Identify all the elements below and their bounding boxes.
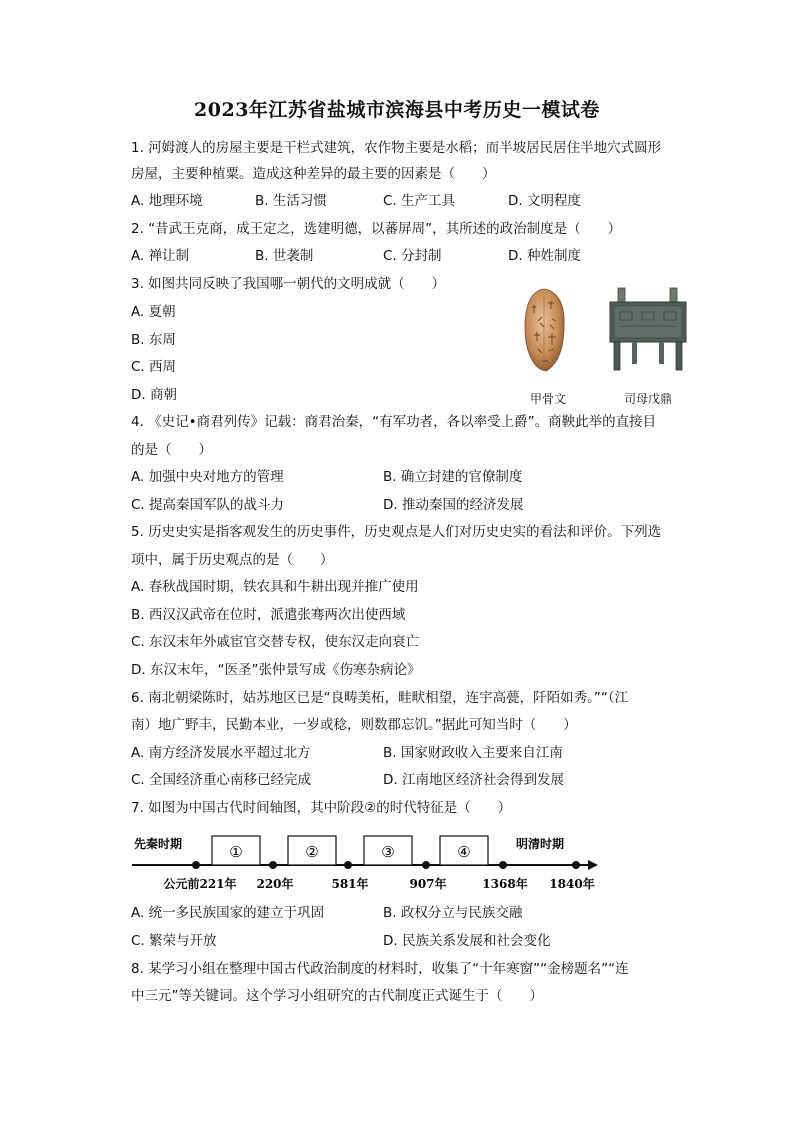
q6-stem-line1: 6. 南北朝梁陈时，姑苏地区已是“良畴美柘，畦畎相望，连宇高甍，阡陌如秀。”“（江 xyxy=(131,690,629,706)
q3-stem: 3. 如图共同反映了我国哪一朝代的文明成就（ ） xyxy=(131,276,446,292)
q6-stem-line2: 南）地广野丰，民勤本业，一岁或稔，则数郡忘饥。”据此可知当时（ ） xyxy=(131,717,577,733)
q3-option-a: A. 夏朝 xyxy=(131,304,176,320)
timeline-dot-5 xyxy=(499,861,507,869)
q3-option-c: C. 西周 xyxy=(131,359,177,375)
q7-option-a: A. 统一多民族国家的建立于巩固 xyxy=(131,905,325,921)
q2-option-d: D. 种姓制度 xyxy=(508,248,581,264)
oracle-bone-caption: 甲骨文 xyxy=(530,392,567,406)
timeline-tick-5: 1368年 xyxy=(482,877,528,891)
q4-option-b: B. 确立封建的官僚制度 xyxy=(383,469,523,485)
q6-option-c: C. 全国经济重心南移已经完成 xyxy=(131,772,312,788)
timeline-dot-4 xyxy=(422,861,430,869)
q7-stem: 7. 如图为中国古代时间轴图，其中阶段②的时代特征是（ ） xyxy=(131,800,512,816)
timeline-dot-2 xyxy=(269,861,277,869)
q4-option-d: D. 推动秦国的经济发展 xyxy=(383,497,524,513)
simuwu-ding-image xyxy=(604,286,692,374)
q5-option-d: D. 东汉末年，“医圣”张仲景写成《伤寒杂病论》 xyxy=(131,662,421,678)
q4-option-c: C. 提高秦国军队的战斗力 xyxy=(131,497,285,513)
timeline-stage-3: ③ xyxy=(381,843,395,861)
q1-option-d: D. 文明程度 xyxy=(508,193,581,209)
timeline-tick-2: 220年 xyxy=(256,877,294,891)
timeline-tick-3: 581年 xyxy=(331,877,369,891)
history-timeline xyxy=(128,828,598,896)
q1-option-b: B. 生活习惯 xyxy=(255,193,327,209)
oracle-bone-image xyxy=(522,287,566,373)
q1-stem-line2: 房屋，主要种植粟。造成这种差异的最主要的因素是（ ） xyxy=(131,166,496,182)
q4-stem-line1: 4. 《史记•商君列传》记载：商君治秦，“有军功者，各以率受上爵”。商鞅此举的直接目 xyxy=(131,414,657,430)
timeline-stage-2: ② xyxy=(305,843,319,861)
ding-caption: 司母戊鼎 xyxy=(624,392,673,406)
timeline-tick-6: 1840年 xyxy=(549,877,595,891)
timeline-stage-1: ① xyxy=(229,843,243,861)
timeline-dot-6 xyxy=(572,861,580,869)
timeline-stage-4: ④ xyxy=(457,843,471,861)
q5-option-a: A. 春秋战国时期，铁农具和牛耕出现并推广使用 xyxy=(131,579,419,595)
q6-option-a: A. 南方经济发展水平超过北方 xyxy=(131,745,311,761)
q5-stem-line2: 项中，属于历史观点的是（ ） xyxy=(131,552,334,568)
q2-stem: 2. “昔武王克商，成王定之，选建明德，以蕃屏周”，其所述的政治制度是（ ） xyxy=(131,221,622,237)
timeline-tick-4: 907年 xyxy=(409,877,447,891)
q1-option-a: A. 地理环境 xyxy=(131,193,203,209)
q1-stem-line1: 1. 河姆渡人的房屋主要是干栏式建筑，农作物主要是水稻；而半坡居民居住半地穴式圆形 xyxy=(131,140,662,156)
timeline-arrow-icon xyxy=(588,860,598,870)
q3-option-b: B. 东周 xyxy=(131,332,176,348)
q8-stem-line1: 8. 某学习小组在整理中国古代政治制度的材料时，收集了“十年寒窗”“金榜题名”“连 xyxy=(131,961,629,977)
q5-stem-line1: 5. 历史史实是指客观发生的历史事件，历史观点是人们对历史史实的看法和评价。下列选 xyxy=(131,524,662,540)
timeline-left-label: 先秦时期 xyxy=(134,837,183,851)
q3-option-d: D. 商朝 xyxy=(131,387,177,403)
q1-option-c: C. 生产工具 xyxy=(383,193,456,209)
q7-option-c: C. 繁荣与开放 xyxy=(131,933,217,949)
q7-option-d: D. 民族关系发展和社会变化 xyxy=(383,933,551,949)
q5-option-c: C. 东汉末年外戚宦官交替专权，使东汉走向衰亡 xyxy=(131,634,420,650)
q2-option-b: B. 世袭制 xyxy=(255,248,314,264)
q6-option-d: D. 江南地区经济社会得到发展 xyxy=(383,772,564,788)
q8-stem-line2: 中三元”等关键词。这个学习小组研究的古代制度正式诞生于（ ） xyxy=(131,988,543,1004)
timeline-dot-3 xyxy=(344,861,352,869)
timeline-tick-1: 公元前221年 xyxy=(163,877,237,891)
page-title: 2023年江苏省盐城市滨海县中考历史一模试卷 xyxy=(194,99,600,121)
q2-option-c: C. 分封制 xyxy=(383,248,442,264)
q6-option-b: B. 国家财政收入主要来自江南 xyxy=(383,745,563,761)
q4-option-a: A. 加强中央对地方的管理 xyxy=(131,469,284,485)
q5-option-b: B. 西汉汉武帝在位时，派遣张骞两次出使西域 xyxy=(131,607,406,623)
q7-option-b: B. 政权分立与民族交融 xyxy=(383,905,523,921)
timeline-dot-1 xyxy=(192,861,200,869)
q4-stem-line2: 的是（ ） xyxy=(131,442,212,458)
q2-option-a: A. 禅让制 xyxy=(131,248,190,264)
timeline-right-label: 明清时期 xyxy=(516,837,565,851)
